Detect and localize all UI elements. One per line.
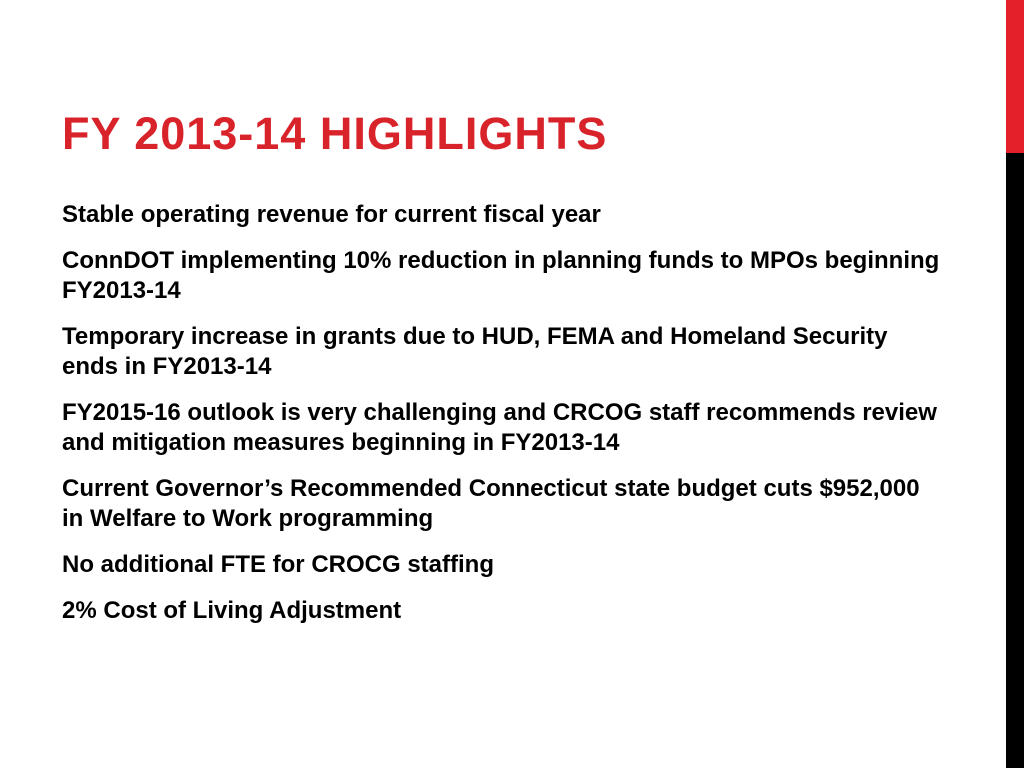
- side-accent-bar-red: [1006, 0, 1024, 153]
- slide-title: FY 2013-14 HIGHLIGHTS: [62, 108, 608, 159]
- bullet-list: [62, 200, 942, 642]
- bullet-item: Temporary increase in grants due to HUD, FEMA and Homeland Security ends in FY2013-14: [62, 323, 888, 380]
- bullet-item: No additional FTE for CROCG staffing: [62, 551, 494, 578]
- side-accent-bar-black: [1006, 153, 1024, 768]
- bullet-item: Current Governor’s Recommended Connecticut state budget cuts $952,000 in Welfare to Work programming: [62, 475, 920, 532]
- bullet-item: ConnDOT implementing 10% reduction in planning funds to MPOs beginning FY2013-14: [62, 247, 940, 304]
- bullet-item: Stable operating revenue for current fiscal year: [62, 201, 601, 228]
- bullet-item: FY2015-16 outlook is very challenging and CRCOG staff recommends review and mitigation measures beginning in FY2013-14: [62, 399, 937, 456]
- side-accent-bar: [1006, 0, 1024, 768]
- bullet-item: 2% Cost of Living Adjustment: [62, 597, 402, 624]
